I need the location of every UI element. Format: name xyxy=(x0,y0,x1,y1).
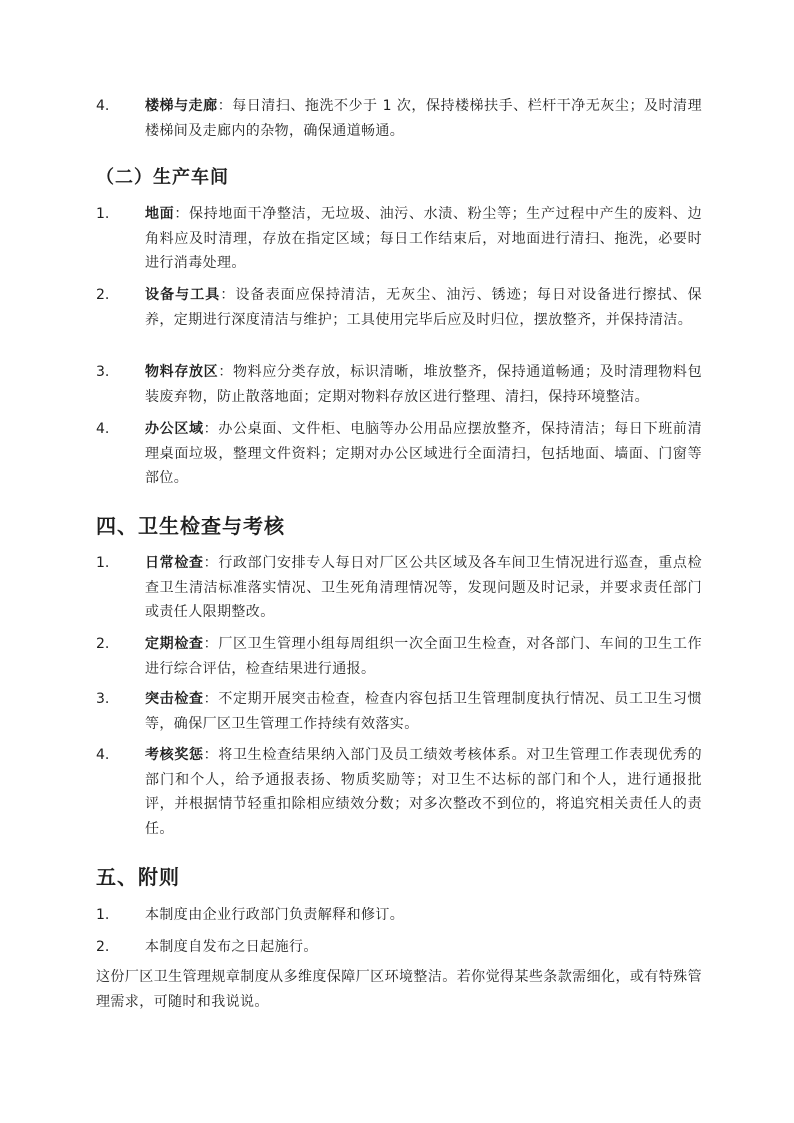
item-label: 考核奖惩 xyxy=(145,747,204,763)
item-text: ：厂区卫生管理小组每周组织一次全面卫生检查，对各部门、车间的卫生工作进行综合评估，检查结果进行通报。 xyxy=(145,636,702,677)
list-number: 1. xyxy=(96,555,110,571)
list-number: 4. xyxy=(96,747,110,763)
list-item xyxy=(96,417,702,491)
item-text: ：保持地面干净整洁，无垃圾、油污、水渍、粉尘等；生产过程中产生的废料、边角料应及时清理，存放在指定区域；每日工作结束后，对地面进行清扫、拖洗，必要时进行消毒处理。 xyxy=(145,206,702,271)
list-number: 1. xyxy=(96,206,110,222)
item-label: 办公区域 xyxy=(145,421,204,437)
item-label: 设备与工具 xyxy=(145,287,221,303)
item-text: 本制度由企业行政部门负责解释和修订。 xyxy=(145,907,405,923)
section-heading: 四、卫生检查与考核 xyxy=(96,514,285,538)
list-number: 1. xyxy=(96,907,110,923)
list-number: 2. xyxy=(96,939,110,955)
list-item xyxy=(96,94,702,143)
list-number: 3. xyxy=(96,691,110,707)
list-item xyxy=(96,743,702,841)
list-number: 2. xyxy=(96,636,110,652)
item-text: 本制度自发布之日起施行。 xyxy=(145,939,318,955)
list-number: 3. xyxy=(96,364,110,380)
closing-paragraph: 这份厂区卫生管理规章制度从多维度保障厂区环境整洁。若你觉得某些条款需细化，或有特殊管理需求，可随时和我说说。 xyxy=(96,969,702,1010)
list-number: 4. xyxy=(96,421,110,437)
section-heading: 五、附则 xyxy=(96,865,180,889)
list-item xyxy=(96,360,702,409)
list-item xyxy=(96,632,702,681)
item-text: ：设备表面应保持清洁，无灰尘、油污、锈迹；每日对设备进行擦拭、保养，定期进行深度清洁与维护；工具使用完毕后应及时归位，摆放整齐，并保持清洁。 xyxy=(145,287,702,328)
item-text: ：不定期开展突击检查，检查内容包括卫生管理制度执行情况、员工卫生习惯等，确保厂区卫生管理工作持续有效落实。 xyxy=(145,691,702,732)
list-item xyxy=(96,935,702,960)
item-text: ：物料应分类存放，标识清晰，堆放整齐，保持通道畅通；及时清理物料包装废弃物，防止散落地面；定期对物料存放区进行整理、清扫，保持环境整洁。 xyxy=(145,364,702,405)
list-item xyxy=(96,687,702,736)
item-label: 突击检查 xyxy=(145,691,204,707)
item-label: 物料存放区 xyxy=(145,364,219,380)
item-label: 定期检查 xyxy=(145,636,204,652)
item-label: 日常检查 xyxy=(145,555,204,571)
item-text: ：每日清扫、拖洗不少于 1 次，保持楼梯扶手、栏杆干净无灰尘；及时清理楼梯间及走廊内的杂物，确保通道畅通。 xyxy=(145,98,702,139)
item-text: ：行政部门安排专人每日对厂区公共区域及各车间卫生情况进行巡查，重点检查卫生清洁标准落实情况、卫生死角清理情况等，发现问题及时记录，并要求责任部门或责任人限期整改。 xyxy=(145,555,702,620)
item-label: 地面 xyxy=(145,206,175,222)
item-text: ：办公桌面、文件柜、电脑等办公用品应摆放整齐，保持清洁；每日下班前清理桌面垃圾，整理文件资料；定期对办公区域进行全面清扫，包括地面、墙面、门窗等部位。 xyxy=(145,421,702,486)
list-item xyxy=(96,551,702,625)
section-heading: （二）生产车间 xyxy=(96,167,229,188)
item-text: ：将卫生检查结果纳入部门及员工绩效考核体系。对卫生管理工作表现优秀的部门和个人，给予通报表扬、物质奖励等；对卫生不达标的部门和个人，进行通报批评，并根据情节轻重扣除相应绩效分数；对多次整改不到位的，将追究相关责任人的责任。 xyxy=(145,747,702,837)
item-label: 楼梯与走廊 xyxy=(145,98,218,114)
list-number: 4. xyxy=(96,98,110,114)
list-number: 2. xyxy=(96,287,110,303)
list-item xyxy=(96,202,702,276)
list-item xyxy=(96,903,702,928)
list-item xyxy=(96,283,702,332)
